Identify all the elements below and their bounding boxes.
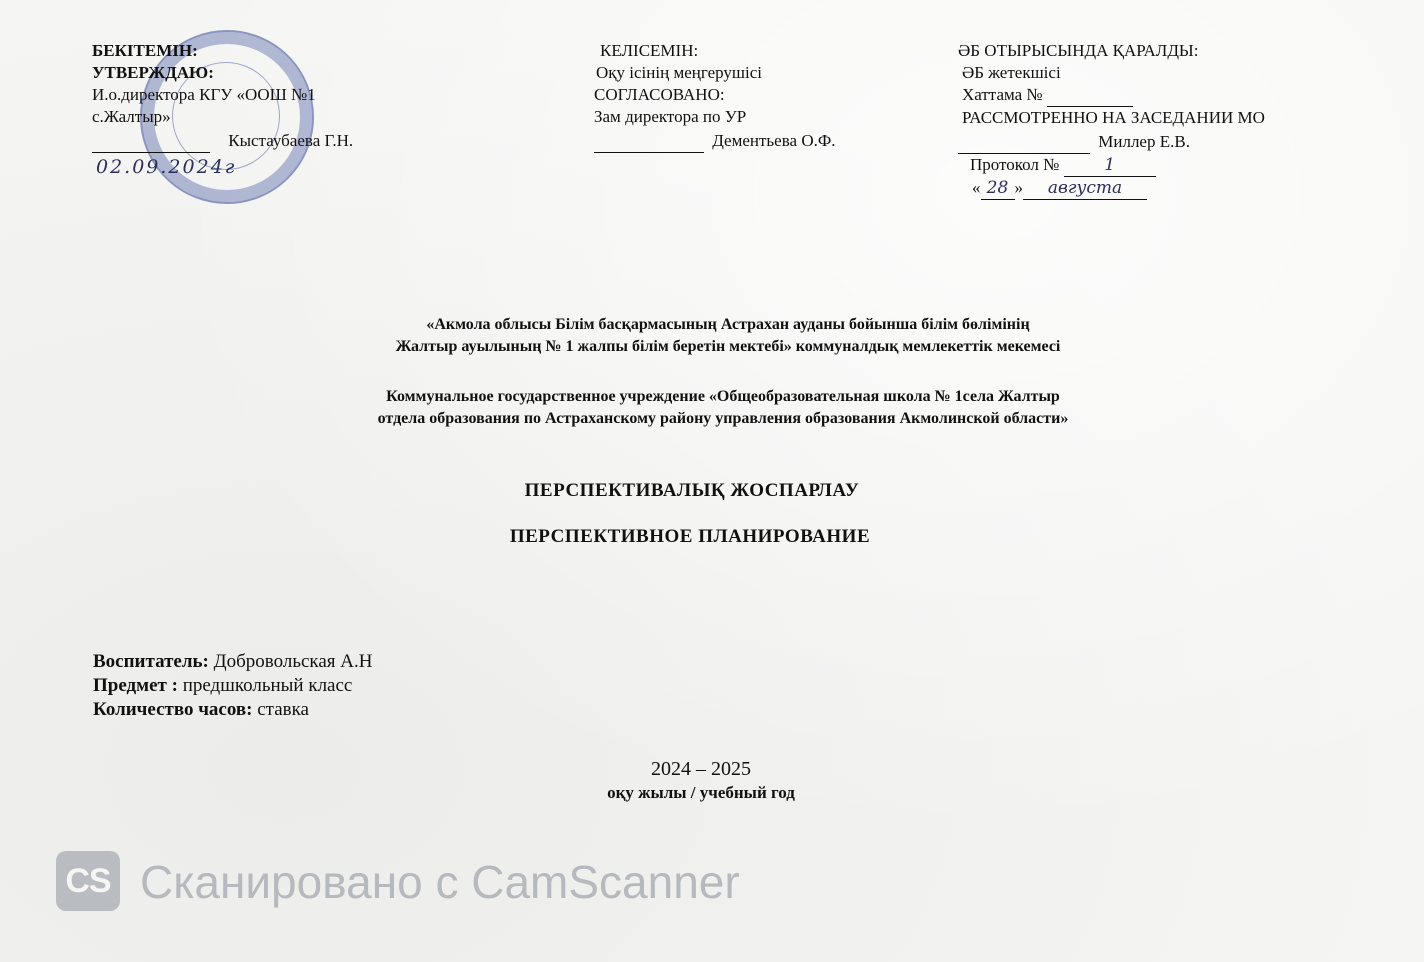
review-kz-label: ӘБ ОТЫРЫСЫНДА ҚАРАЛДЫ: xyxy=(958,41,1199,60)
review-date-day: 28 xyxy=(981,177,1015,200)
review-signature xyxy=(958,131,1090,154)
review-protocol-line xyxy=(958,154,1265,177)
agreement-ru-position: Зам директора по УР xyxy=(594,107,747,126)
camscanner-watermark-text: Сканировано с CamScanner xyxy=(140,856,740,908)
hours-label: Количество часов: xyxy=(93,699,253,720)
review-kz-protocol-label: Хаттама № xyxy=(962,85,1043,104)
review-protocol-label: Протокол № xyxy=(970,155,1060,174)
agreement-block xyxy=(594,40,836,153)
agreement-signature-line xyxy=(594,130,836,153)
review-kz-position: ӘБ жетекшісі xyxy=(962,63,1061,82)
review-date-month: августа xyxy=(1023,177,1147,200)
review-date-open-quote: « xyxy=(972,178,981,197)
review-protocol-number: 1 xyxy=(1064,154,1156,177)
teacher-label: Воспитатель: xyxy=(93,651,209,672)
agreement-signature xyxy=(594,130,704,153)
approval-kz-label: БЕКІТЕМІН: xyxy=(92,41,198,60)
approval-village: с.Жалтыр» xyxy=(92,107,171,126)
review-date-close-quote: » xyxy=(1014,178,1023,197)
approval-block xyxy=(92,40,353,153)
organization-ru-line2: отдела образования по Астраханскому району управления образования Акмолинской области» xyxy=(377,410,1069,427)
approval-signature-line xyxy=(92,130,353,153)
organization-ru-line1: Коммунальное государственное учреждение «Общеобразовательная школа № 1села Жалтыр xyxy=(386,388,1060,405)
agreement-ru-label: СОГЛАСОВАНО: xyxy=(594,85,725,104)
subject-row xyxy=(93,674,372,698)
review-block xyxy=(958,40,1265,200)
approval-position: И.о.директора КГУ «ООШ №1 xyxy=(92,85,316,104)
hours-value: ставка xyxy=(252,699,309,720)
teacher-row xyxy=(93,650,372,674)
review-ru-label: РАССМОТРЕННО НА ЗАСЕДАНИИ МО xyxy=(962,108,1265,127)
teacher-value: Добровольская А.Н xyxy=(208,651,373,672)
subject-label: Предмет : xyxy=(93,675,178,696)
hours-row xyxy=(93,698,372,722)
agreement-kz-label: КЕЛІСЕМІН: xyxy=(600,41,699,60)
review-date-line xyxy=(958,177,1265,200)
review-signer-name: Миллер Е.В. xyxy=(1098,132,1190,151)
title-ru: ПЕРСПЕКТИВНОЕ ПЛАНИРОВАНИЕ xyxy=(509,526,871,547)
academic-year-label: оқу жылы / учебный год xyxy=(607,783,795,802)
organization-kz-line1: «Акмола облысы Білім басқармасының Астрахан ауданы бойынша білім бөлімінің xyxy=(426,316,1030,333)
subject-value: предшкольный класс xyxy=(177,675,353,696)
agreement-signer-name: Дементьева О.Ф. xyxy=(712,131,836,150)
teacher-info xyxy=(93,650,372,722)
approval-signer-name: Кыстаубаева Г.Н. xyxy=(228,131,354,150)
organization-ru xyxy=(0,386,1424,430)
review-kz-protocol xyxy=(958,84,1265,107)
organization-kz-line2: Жалтыр ауылының № 1 жалпы білім беретін мектебі» коммуналдық мемлекеттік мекемесі xyxy=(395,338,1061,355)
agreement-kz-position: Оқу ісінің меңгерушісі xyxy=(596,63,762,82)
review-signature-line xyxy=(958,131,1265,154)
review-kz-protocol-blank xyxy=(1047,84,1133,107)
approval-ru-label: УТВЕРЖДАЮ: xyxy=(92,63,214,82)
academic-year-range: 2024 – 2025 xyxy=(651,758,751,780)
organization-kz xyxy=(0,314,1424,358)
camscanner-logo-icon: CS xyxy=(56,851,120,911)
approval-signature xyxy=(92,130,210,153)
approval-handwritten-date: 02.09.2024г xyxy=(96,156,237,178)
title-kz: ПЕРСПЕКТИВАЛЫҚ ЖОСПАРЛАУ xyxy=(524,480,860,501)
